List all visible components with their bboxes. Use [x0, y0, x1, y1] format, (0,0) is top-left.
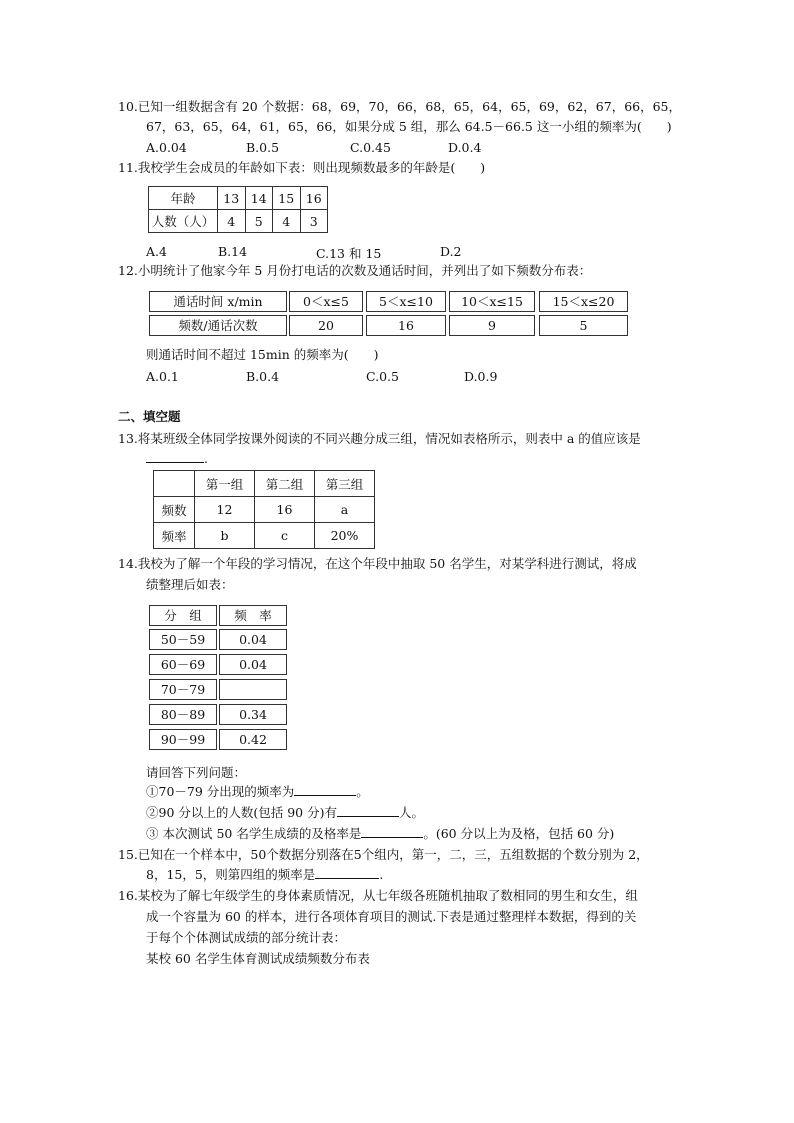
q14-header-freq: 频 率	[219, 605, 287, 626]
q14-line2: 绩整理后如表：	[146, 577, 234, 592]
q13-group-table	[153, 470, 375, 549]
q11-header-cell: 15	[273, 187, 301, 210]
q12-header-cell: 5＜x≤10	[366, 291, 446, 312]
q13-header-corner	[154, 471, 195, 497]
q12-row-cell: 5	[539, 315, 628, 336]
q14-prompt: 请回答下列问题：	[146, 765, 247, 780]
q12-row-cell: 9	[449, 315, 535, 336]
q14-sub1-blank[interactable]	[294, 783, 356, 796]
q16-line2: 成一个容量为 60 的样本，进行各项体育项目的测试.下表是通过整理样本数据，得到的关	[146, 909, 637, 924]
q13-row-label: 频率	[154, 523, 195, 549]
q12-option-b: B.0.4	[246, 369, 280, 384]
q12-question: 则通话时间不超过 15min 的频率为( )	[146, 347, 379, 362]
q11-option-c: C.13 和 15	[316, 246, 382, 261]
q13-header-cell: 第一组	[195, 471, 255, 497]
q13-row-cell: c	[255, 523, 315, 549]
q13-line2: .	[146, 450, 208, 468]
q11-option-a: A.4	[146, 244, 167, 259]
q13-row-cell: 16	[255, 497, 315, 523]
q11-option-d: D.2	[440, 244, 462, 259]
q12-row-cell: 16	[366, 315, 446, 336]
q13-line1: 13.将某班级全体同学按课外阅读的不同兴趣分成三组，情况如表格所示，则表中 a 的值应该是	[118, 431, 641, 446]
q11-option-b: B.14	[218, 244, 248, 259]
q12-option-a: A.0.1	[146, 369, 179, 384]
q11-header-cell: 16	[300, 187, 328, 210]
q14-row-group: 50－59	[149, 629, 217, 650]
q11-age-table	[148, 186, 328, 233]
q12-option-d: D.0.9	[464, 369, 498, 384]
q11-row-cell: 4	[218, 210, 246, 233]
q10-option-b: B.0.5	[246, 140, 280, 155]
q10-option-d: D.0.4	[448, 140, 482, 155]
q12-header-cell: 15＜x≤20	[539, 291, 628, 312]
q10-option-a: A.0.04	[146, 140, 187, 155]
q14-row-group: 90－99	[149, 729, 217, 750]
q14-row-freq: 0.42	[219, 729, 287, 750]
q10-line1: 10.已知一组数据含有 20 个数据：68，69，70，66，68，65，64，65，69，62，67，66，65，	[118, 99, 682, 114]
q13-header-cell: 第二组	[255, 471, 315, 497]
q11-header-cell: 13	[218, 187, 246, 210]
q12-row-label: 频数/通话次数	[149, 315, 287, 336]
q11-stem: 11.我校学生会成员的年龄如下表：则出现频数最多的年龄是( )	[118, 160, 486, 175]
q14-row-group: 70－79	[149, 679, 217, 700]
q14-row-freq: 0.04	[219, 629, 287, 650]
q12-header-cell: 0＜x≤5	[289, 291, 363, 312]
q14-row-freq: 0.04	[219, 654, 287, 675]
q11-row-cell: 5	[245, 210, 273, 233]
q13-header-cell: 第三组	[315, 471, 375, 497]
q13-row-cell: 20%	[315, 523, 375, 549]
q14-line1: 14.我校为了解一个年段的学习情况，在这个年段中抽取 50 名学生，对某学科进行测试，将成	[118, 556, 637, 571]
q12-header-cell: 10＜x≤15	[449, 291, 535, 312]
q11-row-cell: 4	[273, 210, 301, 233]
q12-header-label: 通话时间 x/min	[149, 291, 287, 312]
q11-header-label: 年龄	[149, 187, 218, 210]
q14-sub3-blank[interactable]	[361, 825, 423, 838]
q15-answer-blank[interactable]	[315, 866, 379, 879]
q14-sub1: ①70－79 分出现的频率为 。	[146, 784, 369, 799]
q12-row-cell: 20	[289, 315, 363, 336]
q13-row-cell: 12	[195, 497, 255, 523]
q16-line3: 于每个个体测试成绩的部分统计表：	[146, 930, 347, 945]
q11-row-cell: 3	[300, 210, 328, 233]
q11-row-label: 人数（人）	[149, 210, 218, 233]
q14-row-freq: 0.34	[219, 704, 287, 725]
q11-header-cell: 14	[245, 187, 273, 210]
q14-sub2: ②90 分以上的人数(包括 90 分)有 人。	[146, 805, 425, 820]
q16-line1: 16.某校为了解七年级学生的身体素质情况，从七年级各班随机抽取了数相同的男生和女生，组	[118, 888, 638, 903]
q14-row-group: 60－69	[149, 654, 217, 675]
q13-answer-blank[interactable]	[146, 450, 204, 463]
q15-line2: 8，15，5，则第四组的频率是 .	[146, 867, 384, 882]
q14-sub3: ③ 本次测试 50 名学生成绩的及格率是 。(60 分以上为及格，包括 60 分)	[146, 826, 615, 841]
q13-row-cell: b	[195, 523, 255, 549]
q14-row-freq-empty	[219, 679, 287, 700]
q12-stem: 12.小明统计了他家今年 5 月份打电话的次数及通话时间，并列出了如下频数分布表：	[118, 263, 592, 278]
q14-header-group: 分 组	[149, 605, 217, 626]
q12-option-c: C.0.5	[366, 369, 399, 384]
q15-line1: 15.已知在一个样本中，50个数据分别落在5个组内，第一，二，三，五组数据的个数分别为 2，	[118, 847, 649, 862]
q14-sub2-blank[interactable]	[337, 804, 399, 817]
q10-line2: 67，63，65，64，61，65，66，如果分成 5 组，那么 64.5－66.5 这一小组的频率为( )	[146, 119, 672, 134]
q13-row-cell: a	[315, 497, 375, 523]
section-title-fill-in: 二、填空题	[118, 409, 181, 424]
q10-option-c: C.0.45	[350, 140, 391, 155]
q16-table-caption: 某校 60 名学生体育测试成绩频数分布表	[146, 951, 370, 966]
q13-row-label: 频数	[154, 497, 195, 523]
q14-row-group: 80－89	[149, 704, 217, 725]
